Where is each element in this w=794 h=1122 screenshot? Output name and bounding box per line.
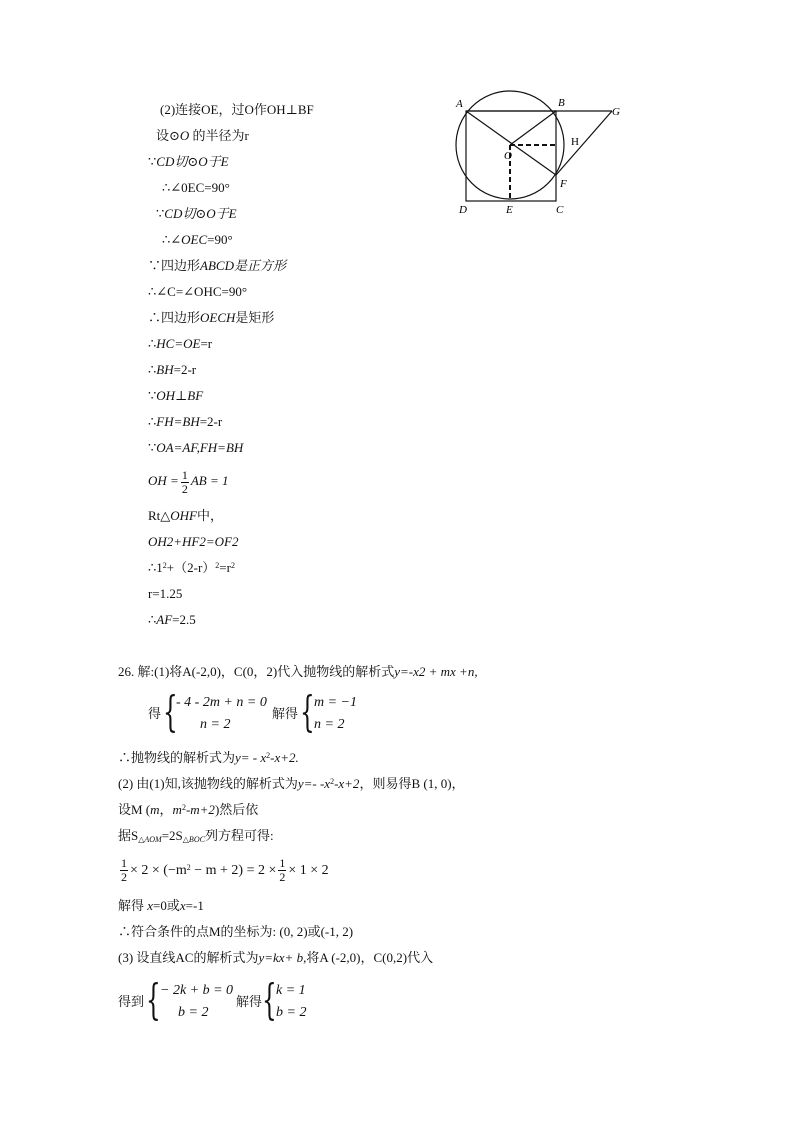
text: ABCD是正方形	[200, 258, 286, 273]
fraction	[181, 469, 189, 496]
text: ,将A (-2,0)，C(0,2)代入	[303, 950, 434, 965]
equation: k = 1	[276, 983, 306, 998]
label-g: G	[612, 106, 620, 118]
text: FH=BH	[156, 414, 200, 429]
geometry-figure	[440, 85, 640, 225]
proof-line	[148, 466, 228, 496]
text: OA=AF,FH=BH	[156, 440, 244, 455]
text: ∴	[148, 362, 157, 377]
proof-line	[148, 440, 243, 456]
proof-line	[156, 206, 237, 222]
superscript: 2	[230, 561, 235, 570]
text: )然后依	[214, 802, 259, 817]
text: =2.5	[172, 612, 196, 627]
proof-line	[148, 560, 235, 576]
denominator: 2	[279, 870, 286, 885]
text: =0或	[153, 898, 180, 913]
label-a: A	[456, 98, 463, 110]
text: OHF	[170, 508, 197, 523]
q26-jiede: 解得	[272, 706, 299, 721]
text: ∴抛物线的解析式为	[118, 750, 236, 765]
text: x	[179, 898, 186, 913]
q26-de: 得	[148, 706, 162, 721]
text: 解得	[118, 898, 148, 913]
label-e: E	[506, 204, 513, 216]
proof-line	[148, 414, 222, 430]
text: m	[172, 802, 182, 817]
q26-line: ∴符合条件的点M的坐标为: (0, 2)或(-1, 2)	[118, 924, 354, 939]
text: ∴	[148, 336, 157, 351]
text: 设M (	[118, 802, 151, 817]
text: m	[150, 802, 160, 817]
text: ∵	[148, 388, 157, 403]
q26-line	[118, 776, 465, 792]
text: y= - x	[235, 750, 267, 765]
proof-line	[148, 508, 223, 524]
text: y=kx+ b	[258, 950, 304, 965]
q26-line	[118, 898, 204, 914]
text: -x+2.	[270, 750, 299, 765]
text: y=-x2 + mx +n,	[394, 664, 478, 679]
q26-line	[118, 664, 478, 680]
text: =90°	[207, 232, 233, 247]
superscript: 2	[215, 561, 220, 570]
subscript: △BOC	[182, 835, 205, 844]
denominator: 2	[181, 481, 188, 496]
text: ，则易得B (1, 0)，	[359, 776, 465, 791]
fraction	[278, 857, 286, 884]
system-c	[160, 980, 233, 1024]
brace: {	[300, 687, 315, 736]
text: 26. 解:(1)将A(-2,0)，C(0，2)代入抛物线的解析式	[118, 664, 395, 679]
label-c: C	[556, 204, 564, 216]
brace: {	[163, 687, 178, 736]
text: × 2 × (−m	[130, 863, 187, 878]
proof-line	[148, 612, 196, 628]
proof-line	[148, 310, 274, 326]
text: ∴四边形	[148, 310, 201, 325]
system-b	[314, 692, 357, 736]
denominator: 2	[121, 870, 127, 885]
text: -x+2	[334, 776, 360, 791]
system-d	[276, 980, 306, 1024]
numerator: 1	[279, 856, 286, 871]
text: BH	[156, 362, 174, 377]
text: − m + 2) = 2 ×	[190, 863, 277, 878]
text: OH⊥BF	[156, 388, 204, 403]
text: 的半径为r	[189, 128, 249, 143]
numerator: 1	[121, 856, 127, 871]
superscript: 2	[181, 803, 186, 812]
text: AF	[156, 612, 173, 627]
text: ∵	[148, 154, 157, 169]
q26-dedao: 得到	[118, 994, 145, 1009]
text: ∴∠	[162, 232, 182, 247]
text: CD切⊙O于E	[164, 206, 237, 221]
proof-line	[148, 362, 196, 378]
text: OEC	[181, 232, 208, 247]
text: OECH	[200, 310, 236, 325]
label-h: H	[571, 136, 579, 148]
text: ∴	[148, 612, 157, 627]
brace: {	[146, 975, 161, 1024]
text: ∵	[148, 440, 157, 455]
text: ，	[159, 802, 173, 817]
equation: b = 2	[178, 1005, 209, 1020]
proof-line	[162, 232, 233, 248]
text: AB = 1	[190, 473, 229, 488]
fraction	[120, 857, 128, 884]
equation: m = −1	[314, 695, 358, 710]
q26-line	[118, 828, 274, 844]
subscript: △AOM	[138, 835, 162, 844]
brace: {	[262, 975, 277, 1024]
line-bo	[510, 111, 556, 145]
text: 设⊙	[156, 128, 180, 143]
q26-line	[118, 802, 258, 818]
q26-jiede2: 解得	[236, 994, 263, 1009]
label-d: D	[459, 204, 467, 216]
equation: − 2k + b = 0	[160, 983, 234, 998]
q26-line	[118, 950, 433, 966]
text: =r	[200, 336, 213, 351]
proof-line: r=1.25	[148, 586, 183, 601]
equation: b = 2	[276, 1005, 307, 1020]
text: OH =	[148, 473, 179, 488]
text: y=- -x	[297, 776, 331, 791]
text: ∴1	[148, 560, 163, 575]
text: 中，	[197, 508, 224, 523]
text: =-1	[185, 898, 204, 913]
text: =2-r	[173, 362, 197, 377]
proof-line	[148, 336, 212, 352]
proof-line	[156, 128, 249, 144]
text: HC=OE	[156, 336, 201, 351]
label-o: O	[504, 150, 512, 162]
label-b: B	[558, 97, 565, 109]
text: ∴	[148, 414, 157, 429]
proof-line: ∴∠0EC=90°	[162, 180, 230, 195]
text: CD切⊙O于E	[156, 154, 229, 169]
superscript: 2	[186, 863, 191, 872]
superscript: 2	[266, 751, 271, 760]
q26-line	[118, 750, 299, 766]
system-a	[176, 692, 267, 736]
proof-line	[148, 154, 229, 170]
text: O	[179, 128, 190, 143]
equation: n = 2	[200, 717, 231, 732]
text: ∵四边形	[148, 258, 201, 273]
superscript: 2	[330, 777, 335, 786]
text: 据S	[118, 828, 139, 843]
text: ∵	[156, 206, 165, 221]
text: x	[147, 898, 154, 913]
text: =r	[219, 560, 231, 575]
superscript: 2	[162, 561, 167, 570]
text: (2) 由(1)知,该抛物线的解析式为	[118, 776, 298, 791]
text: +（2-r）	[166, 560, 216, 575]
proof-line: (2)连接OE，过O作OH⊥BF	[160, 102, 314, 117]
equation: - 4 - 2m + n = 0	[176, 695, 267, 710]
text: 列方程可得:	[204, 828, 274, 843]
label-f: F	[560, 178, 567, 190]
equation: n = 2	[314, 717, 345, 732]
q26-equation	[118, 854, 329, 888]
text: -m+2	[185, 802, 215, 817]
proof-line: ∴∠C=∠OHC=90°	[148, 284, 248, 299]
text: (3) 设直线AC的解析式为	[118, 950, 259, 965]
text: Rt△	[148, 508, 171, 523]
proof-line	[148, 388, 203, 404]
text: × 1 × 2	[288, 863, 329, 878]
text: =2-r	[199, 414, 223, 429]
numerator: 1	[181, 467, 188, 482]
text: 是矩形	[235, 310, 275, 325]
proof-line	[148, 258, 286, 274]
proof-line: OH2+HF2=OF2	[148, 534, 239, 549]
text: =2S	[161, 828, 183, 843]
